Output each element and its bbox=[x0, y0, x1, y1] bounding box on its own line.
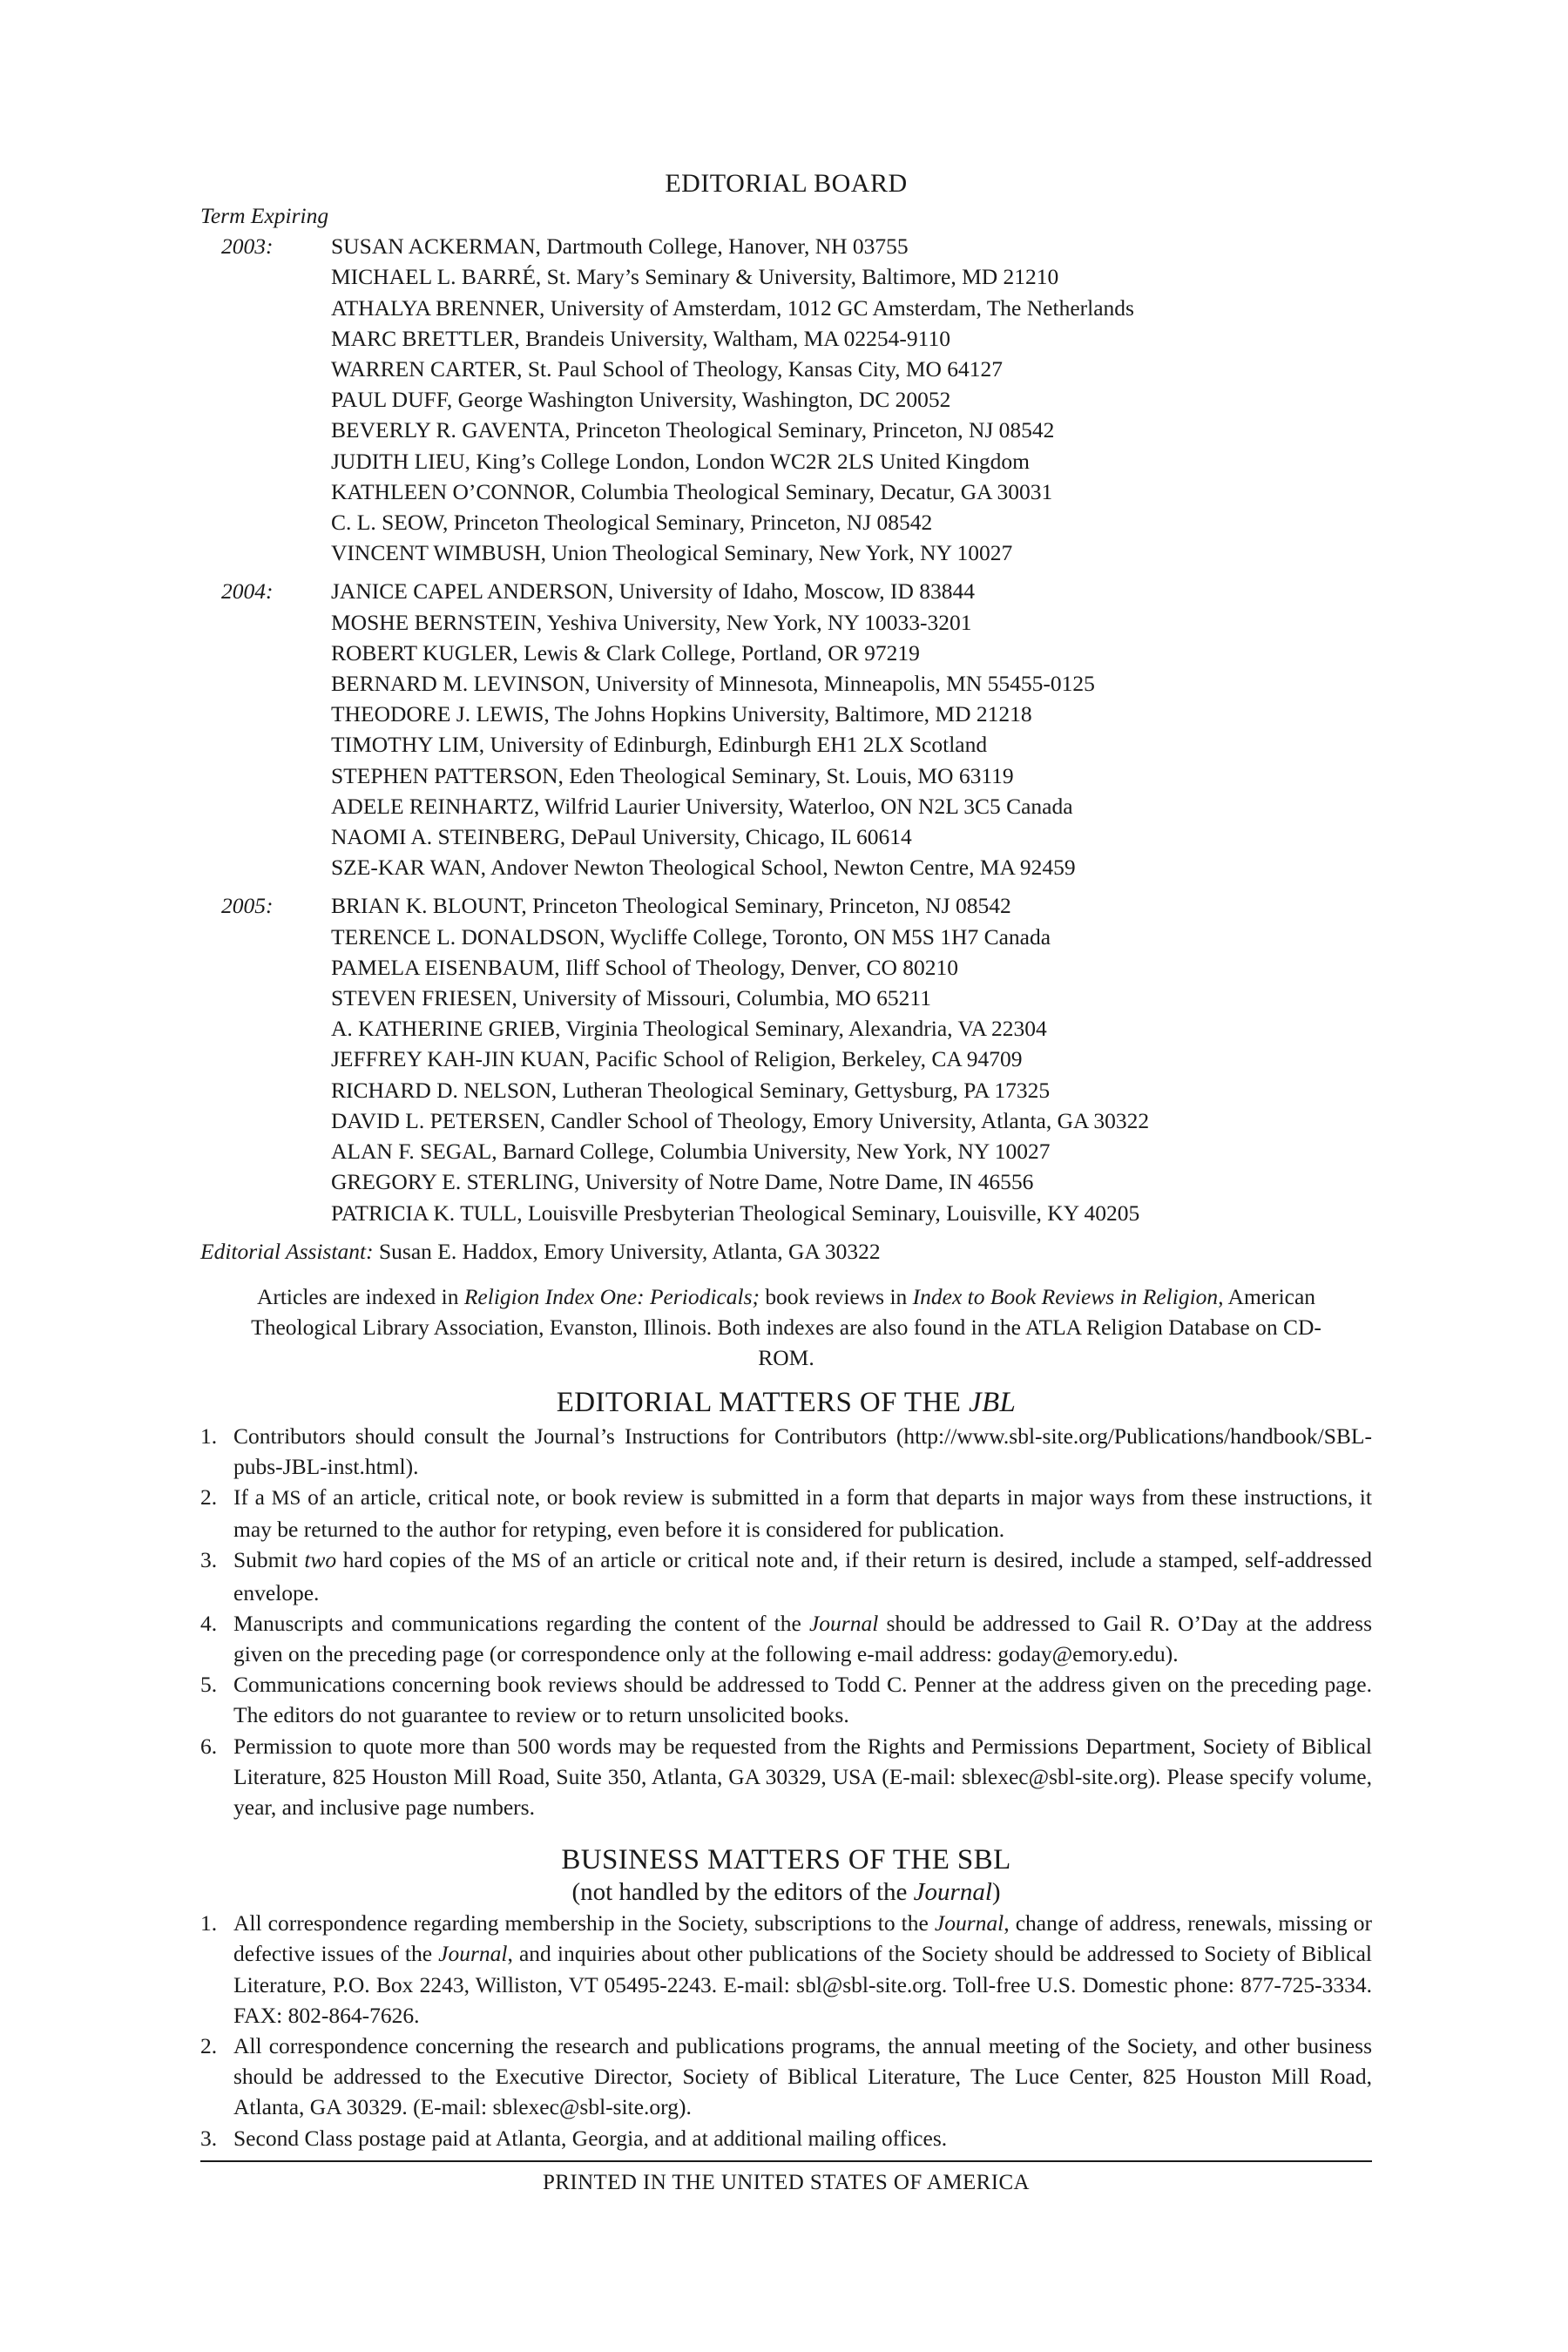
board-member: SZE-KAR WAN, Andover Newton Theological School, Newton Centre, MA 92459 bbox=[331, 855, 1076, 881]
item-text-part: Manuscripts and communications regarding the content of the bbox=[233, 1610, 809, 1636]
board-member: MOSHE BERNSTEIN, Yeshiva University, New York, NY 10033-3201 bbox=[331, 609, 972, 635]
term-members bbox=[331, 231, 1372, 568]
list-item bbox=[200, 2031, 1372, 2123]
item-text bbox=[233, 1731, 1372, 1823]
item-text-part: should be addressed to Gail R. O’Day at the address given on the preceding page (or correspondence only at the following e-mail address: goday@emory.edu). bbox=[233, 1610, 1372, 1666]
board-member: JANICE CAPEL ANDERSON, University of Idaho, Moscow, ID 83844 bbox=[331, 578, 975, 605]
term-members bbox=[331, 890, 1372, 1227]
board-member: BEVERLY R. GAVENTA, Princeton Theological Seminary, Princeton, NJ 08542 bbox=[331, 417, 1055, 443]
item-text bbox=[233, 1544, 1372, 1607]
item-text-part: hard copies of the bbox=[336, 1547, 512, 1573]
board-member: NAOMI A. STEINBERG, DePaul University, Chicago, IL 60614 bbox=[331, 824, 912, 850]
item-text-part: , and inquiries about other publications of the Society should be addressed to Society of Biblical Literature, P.O. Box 2243, Williston, VT 05495-2243. E-mail: sbl@sbl-site.org. Toll-free U.S. Domestic phone: 877-725-3334. FAX: 802-864-7626. bbox=[233, 1941, 1372, 2028]
item-text-part: of an article or critical note and, if their return is desired, include a stamped, self-addressed envelope. bbox=[233, 1547, 1372, 1605]
term-group-2004 bbox=[200, 576, 1372, 882]
editorial-matters-title-journal: JBL bbox=[968, 1386, 1017, 1418]
item-text-part: All correspondence concerning the research and publications programs, the annual meeting of the Society, and other business should be addressed to the Executive Director, Society of Biblical Literature, The Luce Center, 825 Houston Mill Road, Atlanta, GA 30329. (E-mail: sblexec@sbl-site.org). bbox=[233, 2032, 1372, 2120]
item-text-italic: Journal bbox=[934, 1910, 1004, 1936]
item-text-smallcaps: MS bbox=[511, 1550, 542, 1573]
item-number: 1. bbox=[200, 1910, 218, 1936]
printed-in-footer: PRINTED IN THE UNITED STATES OF AMERICA bbox=[543, 2170, 1030, 2194]
item-text-part: If a bbox=[233, 1484, 272, 1510]
board-member: MICHAEL L. BARRÉ, St. Mary’s Seminary & University, Baltimore, MD 21210 bbox=[331, 264, 1059, 290]
board-member: ADELE REINHARTZ, Wilfrid Laurier University, Waterloo, ON N2L 3C5 Canada bbox=[331, 793, 1073, 819]
item-text-part: Second Class postage paid at Atlanta, Georgia, and at additional mailing offices. bbox=[233, 2125, 948, 2151]
subtitle-text: ) bbox=[991, 1878, 1001, 1907]
item-text-italic: Journal bbox=[808, 1610, 879, 1636]
item-text bbox=[233, 1669, 1372, 1730]
board-member: THEODORE J. LEWIS, The Johns Hopkins University, Baltimore, MD 21218 bbox=[331, 701, 1032, 727]
term-expiring-label: Term Expiring bbox=[200, 203, 329, 228]
editorial-matters-title-text: EDITORIAL MATTERS OF THE bbox=[556, 1386, 969, 1418]
board-member: PATRICIA K. TULL, Louisville Presbyterian Theological Seminary, Louisville, KY 40205 bbox=[331, 1200, 1140, 1226]
list-item bbox=[200, 1731, 1372, 1823]
item-text-italic: two bbox=[304, 1547, 337, 1573]
item-text bbox=[233, 2123, 1372, 2153]
business-matters-list bbox=[200, 1908, 1372, 2153]
board-member: TIMOTHY LIM, University of Edinburgh, Edinburgh EH1 2LX Scotland bbox=[331, 732, 988, 758]
item-number: 3. bbox=[200, 1547, 218, 1573]
item-text bbox=[233, 2031, 1372, 2123]
item-text-part: Contributors should consult the Journal’s Instructions for Contributors (http://www.sbl-site.org/Publications/handbook/SBL-pubs-JBL-inst.html). bbox=[233, 1423, 1372, 1479]
board-member: A. KATHERINE GRIEB, Virginia Theological Seminary, Alexandria, VA 22304 bbox=[331, 1016, 1047, 1042]
editorial-assistant bbox=[200, 1236, 1372, 1267]
item-number: 4. bbox=[200, 1610, 218, 1636]
board-member: STEPHEN PATTERSON, Eden Theological Seminary, St. Louis, MO 63119 bbox=[331, 762, 1014, 788]
board-member: MARC BRETTLER, Brandeis University, Waltham, MA 02254-9110 bbox=[331, 325, 950, 351]
editorial-board-title: EDITORIAL BOARD bbox=[665, 169, 908, 198]
item-text-part: Permission to quote more than 500 words may be requested from the Rights and Permissions Department, Society of Biblical Literature, 825 Houston Mill Road, Suite 350, Atlanta, GA 30329, USA (E-mail: sblexec@sbl-site.org). Please specify volume, year, and inclusive page numbers. bbox=[233, 1733, 1372, 1820]
board-member: BERNARD M. LEVINSON, University of Minnesota, Minneapolis, MN 55455-0125 bbox=[331, 671, 1095, 697]
list-item bbox=[200, 1908, 1372, 2031]
index-note-title: Religion Index One: Periodicals; bbox=[463, 1283, 760, 1309]
board-member: SUSAN ACKERMAN, Dartmouth College, Hanover, NH 03755 bbox=[331, 233, 909, 260]
index-note-text: American Theological Library Association, Evanston, Illinois. Both indexes are also found in the ATLA Religion Database on CD-ROM. bbox=[251, 1283, 1321, 1371]
list-item bbox=[200, 1544, 1372, 1607]
list-item bbox=[200, 1669, 1372, 1730]
term-group-2005 bbox=[200, 890, 1372, 1227]
board-member: JUDITH LIEU, King’s College London, London WC2R 2LS United Kingdom bbox=[331, 448, 1031, 474]
board-member: ROBERT KUGLER, Lewis & Clark College, Portland, OR 97219 bbox=[331, 639, 920, 666]
term-year: 2004: bbox=[221, 578, 274, 605]
item-number: 3. bbox=[200, 2125, 218, 2151]
item-text-part: Submit bbox=[233, 1547, 305, 1573]
index-note bbox=[200, 1281, 1372, 1374]
item-text bbox=[233, 1608, 1372, 1669]
business-matters-title: BUSINESS MATTERS OF THE SBL bbox=[561, 1844, 1011, 1876]
item-text-part: All correspondence regarding membership in the Society, subscriptions to the bbox=[233, 1910, 935, 1936]
board-member: JEFFREY KAH-JIN KUAN, Pacific School of Religion, Berkeley, CA 94709 bbox=[331, 1046, 1023, 1072]
term-members bbox=[331, 576, 1372, 882]
editorial-matters-title bbox=[200, 1386, 1372, 1419]
board-member: GREGORY E. STERLING, University of Notre Dame, Notre Dame, IN 46556 bbox=[331, 1169, 1034, 1195]
board-member: C. L. SEOW, Princeton Theological Seminary, Princeton, NJ 08542 bbox=[331, 510, 933, 536]
index-note-title: Index to Book Reviews in Religion, bbox=[912, 1283, 1224, 1309]
subtitle-journal: Journal bbox=[913, 1878, 992, 1907]
item-text bbox=[233, 1908, 1372, 2031]
board-member: PAMELA EISENBAUM, Iliff School of Theology, Denver, CO 80210 bbox=[331, 954, 959, 980]
board-member: VINCENT WIMBUSH, Union Theological Seminary, New York, NY 10027 bbox=[331, 540, 1013, 566]
list-item bbox=[200, 1482, 1372, 1544]
business-matters-subtitle bbox=[200, 1878, 1372, 1906]
footer-divider bbox=[200, 2160, 1372, 2162]
board-member: PAUL DUFF, George Washington University, Washington, DC 20052 bbox=[331, 387, 951, 413]
item-number: 2. bbox=[200, 2032, 218, 2058]
item-text bbox=[233, 1421, 1372, 1482]
board-member: ATHALYA BRENNER, University of Amsterdam, 1012 GC Amsterdam, The Netherlands bbox=[331, 294, 1134, 321]
item-text-italic: Journal bbox=[438, 1941, 508, 1967]
term-year: 2003: bbox=[221, 233, 274, 260]
item-text-part: , change of address, renewals, missing or defective issues of the bbox=[233, 1910, 1372, 1967]
item-text-part: of an article, critical note, or book review is submitted in a form that departs in major ways from these instructions, it may be returned to the author for retyping, even before it is considered for publication. bbox=[233, 1484, 1372, 1543]
item-number: 1. bbox=[200, 1423, 218, 1449]
board-member: BRIAN K. BLOUNT, Princeton Theological Seminary, Princeton, NJ 08542 bbox=[331, 893, 1011, 919]
item-text-part: Communications concerning book reviews should be addressed to Todd C. Penner at the address given on the preceding page. The editors do not guarantee to review or to return unsolicited books. bbox=[233, 1672, 1372, 1728]
board-member: WARREN CARTER, St. Paul School of Theology, Kansas City, MO 64127 bbox=[331, 356, 1004, 382]
term-year: 2005: bbox=[221, 893, 274, 919]
editorial-assistant-value: Susan E. Haddox, Emory University, Atlanta, GA 30322 bbox=[378, 1238, 881, 1264]
board-member: KATHLEEN O’CONNOR, Columbia Theological Seminary, Decatur, GA 30031 bbox=[331, 478, 1053, 504]
item-text bbox=[233, 1482, 1372, 1544]
item-text-smallcaps: MS bbox=[271, 1486, 301, 1510]
index-note-text: Articles are indexed in bbox=[256, 1283, 464, 1309]
item-number: 6. bbox=[200, 1733, 218, 1759]
editorial-assistant-label: Editorial Assistant: bbox=[200, 1238, 374, 1264]
item-number: 5. bbox=[200, 1672, 218, 1698]
board-member: STEVEN FRIESEN, University of Missouri, Columbia, MO 65211 bbox=[331, 985, 931, 1011]
board-member: TERENCE L. DONALDSON, Wycliffe College, Toronto, ON M5S 1H7 Canada bbox=[331, 923, 1051, 950]
list-item bbox=[200, 1608, 1372, 1669]
page-content bbox=[200, 167, 1372, 2198]
board-member: ALAN F. SEGAL, Barnard College, Columbia University, New York, NY 10027 bbox=[331, 1139, 1051, 1165]
list-item bbox=[200, 2123, 1372, 2153]
board-member: DAVID L. PETERSEN, Candler School of Theology, Emory University, Atlanta, GA 30322 bbox=[331, 1107, 1150, 1133]
list-item bbox=[200, 1421, 1372, 1482]
subtitle-text: (not handled by the editors of the bbox=[571, 1878, 914, 1907]
editorial-matters-list bbox=[200, 1421, 1372, 1823]
term-group-2003 bbox=[200, 231, 1372, 568]
item-number: 2. bbox=[200, 1484, 218, 1510]
board-member: RICHARD D. NELSON, Lutheran Theological Seminary, Gettysburg, PA 17325 bbox=[331, 1077, 1051, 1103]
index-note-text: book reviews in bbox=[760, 1283, 913, 1309]
